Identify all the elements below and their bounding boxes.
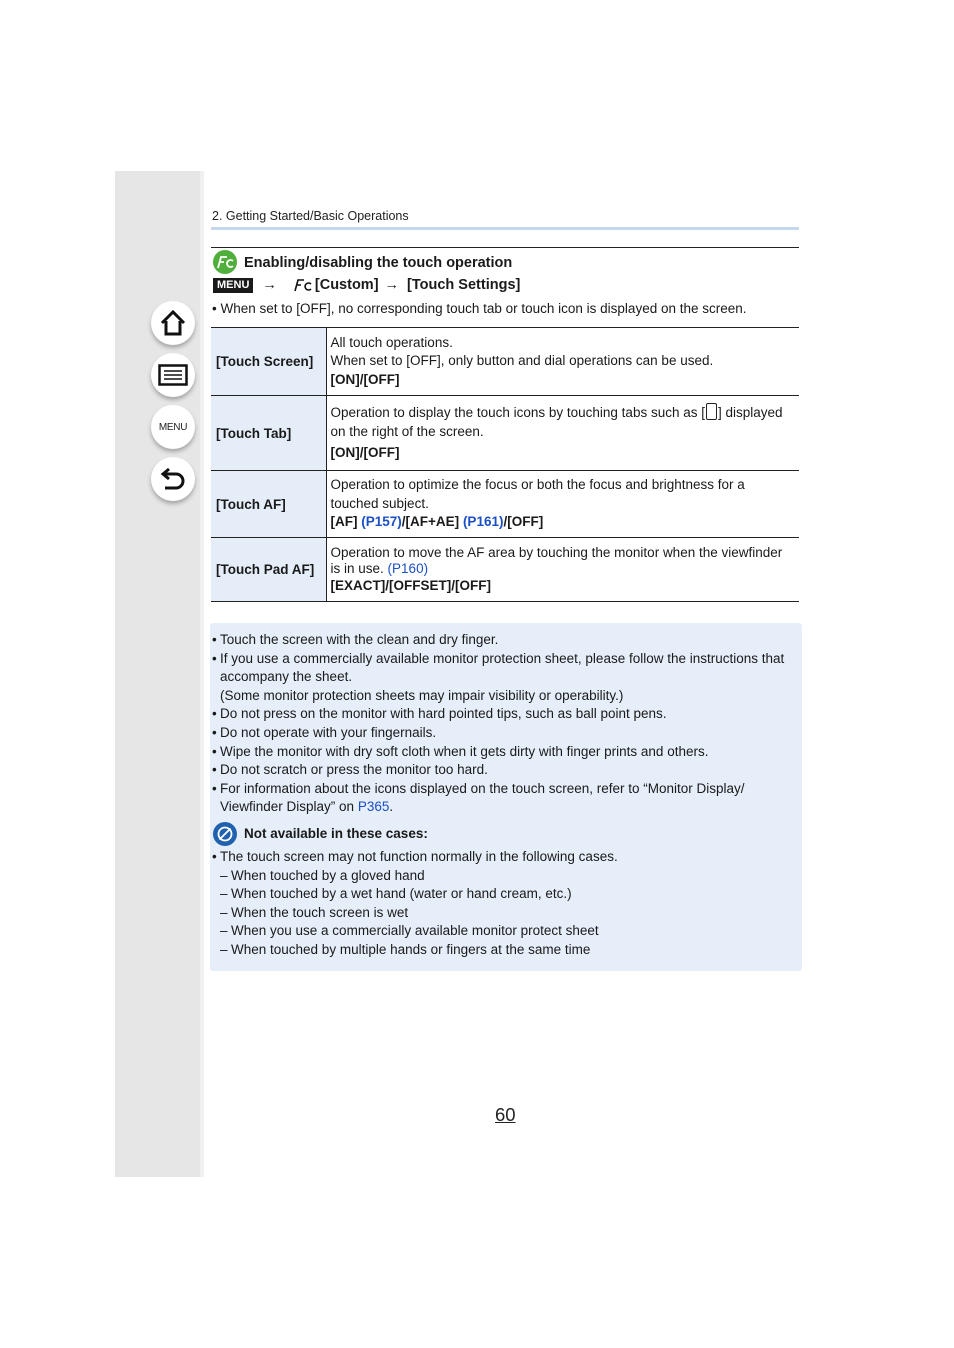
case-text: When touched by a wet hand (water or hand cream, etc.) bbox=[231, 886, 572, 902]
note-continuation: accompany the sheet. bbox=[220, 669, 353, 685]
menu-badge: MENU bbox=[213, 278, 253, 293]
table-row bbox=[211, 328, 799, 396]
note-text: Touch the screen with the clean and dry finger. bbox=[220, 632, 499, 647]
row-options: [EXACT]/[OFFSET]/[OFF] bbox=[330, 577, 491, 593]
row-description bbox=[326, 396, 799, 471]
list-item: – When touched by a gloved hand bbox=[212, 867, 800, 886]
option-off: /[OFF] bbox=[503, 514, 544, 530]
note-text: . bbox=[389, 799, 394, 815]
page-number: 60 bbox=[495, 1104, 516, 1125]
note-text: Do not press on the monitor with hard pointed tips, such as ball point pens. bbox=[220, 706, 667, 722]
list-item: • The touch screen may not function normally in the following cases. bbox=[212, 848, 800, 867]
desc-text: is in use. bbox=[330, 561, 384, 577]
menu-button[interactable] bbox=[151, 405, 195, 449]
page-link[interactable]: (P157) bbox=[361, 514, 402, 530]
home-button[interactable] bbox=[151, 301, 195, 345]
row-label: [Touch Screen] bbox=[211, 328, 326, 396]
list-item: • Do not press on the monitor with hard pointed tips, such as ball point pens. bbox=[212, 705, 800, 724]
row-options: [ON]/[OFF] bbox=[330, 445, 400, 461]
touch-settings-label: [Touch Settings] bbox=[407, 277, 521, 293]
desc-text: ] displayed bbox=[717, 405, 783, 421]
note-text: Wipe the monitor with dry soft cloth when it gets dirty with finger prints and others. bbox=[220, 743, 709, 759]
option-af: [AF] bbox=[330, 514, 358, 530]
not-available-icon bbox=[213, 822, 237, 846]
page-link[interactable]: (P161) bbox=[462, 514, 504, 530]
row-label: [Touch Pad AF] bbox=[211, 538, 326, 602]
table-row bbox=[211, 396, 799, 471]
note-text: If you use a commercially available monitor protection sheet, please follow the instructions that bbox=[220, 650, 785, 666]
desc-line: Operation to optimize the focus or both the focus and brightness for a bbox=[330, 477, 745, 493]
back-button[interactable] bbox=[151, 457, 195, 501]
note-text: For information about the icons displayed on the touch screen, refer to “Monitor Display/ bbox=[220, 780, 745, 796]
note-text: Viewfinder Display” on bbox=[220, 799, 355, 815]
section-note: • When set to [OFF], no corresponding touch tab or touch icon is displayed on the screen. bbox=[212, 301, 747, 316]
case-text: When touched by a gloved hand bbox=[231, 867, 425, 883]
page-link[interactable]: P365 bbox=[357, 799, 390, 815]
not-available-header bbox=[212, 822, 800, 846]
row-label: [Touch Tab] bbox=[211, 396, 326, 471]
list-item: • Wipe the monitor with dry soft cloth when it gets dirty with finger prints and others. bbox=[212, 743, 800, 762]
case-text: When you use a commercially available monitor protect sheet bbox=[231, 923, 599, 939]
desc-line: All touch operations. bbox=[330, 334, 453, 350]
page-link[interactable]: (P160) bbox=[387, 561, 429, 577]
list-item: – When touched by multiple hands or fingers at the same time bbox=[212, 941, 800, 960]
desc-line: on the right of the screen. bbox=[330, 423, 484, 439]
row-options: [ON]/[OFF] bbox=[330, 371, 400, 387]
row-options bbox=[331, 513, 795, 532]
list-item: – When touched by a wet hand (water or hand cream, etc.) bbox=[212, 885, 800, 904]
note-text: Do not scratch or press the monitor too hard. bbox=[220, 762, 488, 778]
home-icon bbox=[159, 309, 187, 337]
case-text: When touched by multiple hands or fingers at the same time bbox=[231, 941, 591, 957]
note-continuation bbox=[212, 798, 800, 817]
desc-line bbox=[331, 561, 795, 578]
row-description bbox=[326, 471, 799, 538]
menu-icon: MENU bbox=[158, 421, 188, 433]
desc-line: touched subject. bbox=[330, 495, 429, 511]
arrow-icon: → bbox=[262, 277, 277, 293]
list-item: • Do not scratch or press the monitor too hard. bbox=[212, 761, 800, 780]
touch-tab-icon bbox=[706, 403, 717, 420]
arrow-icon: → bbox=[384, 277, 400, 293]
list-item: • Touch the screen with the clean and dry finger. bbox=[212, 631, 800, 650]
section-title: Enabling/disabling the touch operation bbox=[244, 255, 513, 271]
section-divider bbox=[211, 247, 799, 248]
contents-button[interactable] bbox=[151, 353, 195, 397]
custom-menu-small-icon bbox=[293, 278, 313, 292]
list-item: • For information about the icons displayed on the touch screen, refer to “Monitor Display/ bbox=[212, 780, 800, 799]
breadcrumb: 2. Getting Started/Basic Operations bbox=[212, 209, 409, 223]
list-item: • Do not operate with your fingernails. bbox=[212, 724, 800, 743]
touch-settings-table bbox=[211, 327, 799, 602]
note-text: Do not operate with your fingernails. bbox=[220, 724, 437, 740]
back-icon bbox=[159, 466, 187, 492]
custom-menu-icon bbox=[213, 250, 237, 274]
desc-line: When set to [OFF], only button and dial operations can be used. bbox=[330, 353, 714, 369]
desc-line: Operation to move the AF area by touching the monitor when the viewfinder bbox=[330, 544, 783, 560]
note-continuation: (Some monitor protection sheets may impair visibility or operability.) bbox=[220, 687, 624, 703]
list-item: • If you use a commercially available monitor protection sheet, please follow the instructions that bbox=[212, 650, 800, 669]
notes-content bbox=[212, 631, 800, 960]
custom-label: [Custom] bbox=[314, 277, 379, 293]
table-row bbox=[211, 538, 799, 602]
menu-path bbox=[213, 277, 520, 293]
contents-list-icon bbox=[158, 364, 188, 386]
list-item: – When you use a commercially available monitor protect sheet bbox=[212, 922, 800, 941]
list-item: – When the touch screen is wet bbox=[212, 904, 800, 923]
row-description bbox=[326, 538, 799, 602]
desc-text: Operation to display the touch icons by touching tabs such as [ bbox=[330, 405, 705, 421]
row-description bbox=[326, 328, 799, 396]
breadcrumb-rule bbox=[211, 227, 799, 230]
table-row bbox=[211, 471, 799, 538]
desc-line bbox=[331, 403, 795, 423]
note-text: The touch screen may not function normally in the following cases. bbox=[220, 848, 618, 864]
row-label: [Touch AF] bbox=[211, 471, 326, 538]
side-nav-edge bbox=[200, 171, 204, 1177]
option-afae: /[AF+AE] bbox=[401, 514, 460, 530]
case-text: When the touch screen is wet bbox=[231, 904, 409, 920]
not-available-title: Not available in these cases: bbox=[244, 825, 428, 841]
